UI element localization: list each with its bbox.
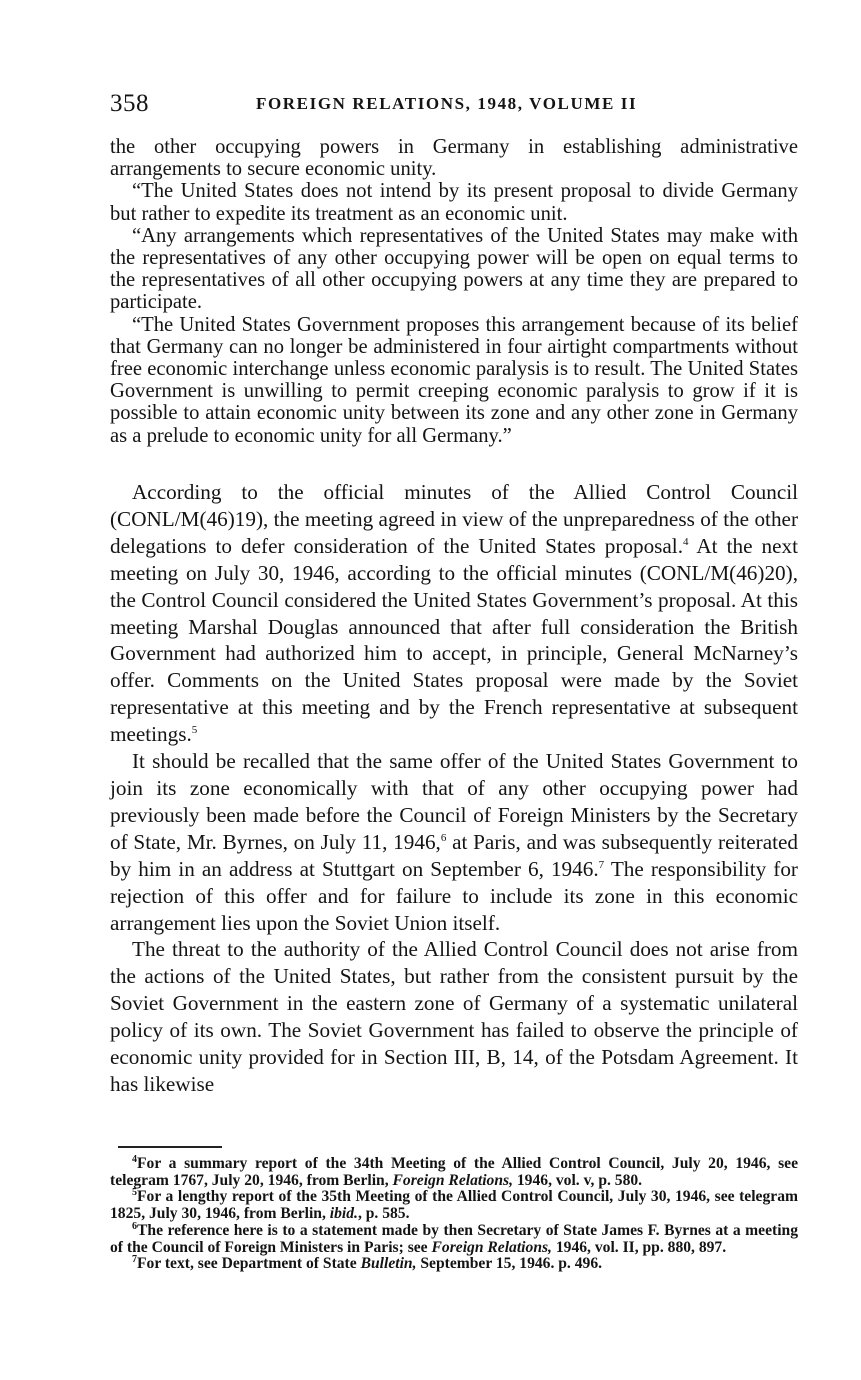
footnote-text: , p. 585. [357,1205,410,1223]
footnote-citation: Bulletin, [360,1255,417,1273]
footnote-text: 1946, vol. v, p. 580. [512,1171,643,1189]
body-text-run: It should be recalled that the same offer of the United States Government to join its zone economically with that of any other occupying power had previously been made before the Council of Foreign Ministers by the Secretary of State, Mr. Byrnes, on July 11, 1946, [110,749,798,854]
footnote [110,1153,798,1189]
footnote-citation: Foreign Relations, [392,1171,513,1189]
body-text-run: The responsibility for rejection of this offer and for failure to include its zone in this economic arrangement lies upon the Soviet Union itself. [110,856,798,935]
footnote-text: 1946, vol. II, pp. 880, 897. [551,1238,727,1256]
quote-paragraph: “The United States Government proposes this arrangement because of its belief that Germany can no longer be administered in four airtight compartments without free economic interchange unless economic paralysis is to result. The United States Government is unwilling to permit creeping economic paralysis to grow if it is possible to attain economic unity between its zone and any other zone in Germany as a prelude to economic unity for all Germany.” [110,313,798,447]
body-paragraph [110,479,798,748]
footnote-divider [118,1146,222,1148]
footnote-mark: 4 [132,1153,137,1165]
footnote-text: For a summary report of the 34th Meeting of the Allied Control Council, July 20, 1946, see telegram 1767, July 20, 1946, from Berlin, [110,1155,798,1189]
body-text-run: at Paris, and was subsequently reiterated by him in an address at Stuttgart on September 6, 1946. [110,829,799,881]
footnotes [110,1153,798,1273]
footnote [110,1256,798,1273]
quoted-proposal [110,136,798,447]
footnote-citation: ibid. [329,1205,358,1223]
footnote-text: For text, see Department of State [137,1255,361,1273]
footnote-mark: 5 [132,1187,137,1199]
page-number: 358 [110,90,149,117]
quote-paragraph: “The United States does not intend by its present proposal to divide Germany but rather to expedite its treatment as an economic unit. [110,180,798,225]
footnote-text: September 15, 1946. p. 496. [416,1255,603,1273]
footnote-text: The reference here is to a statement made by then Secretary of State James F. Byrnes at a meeting of the Council of Foreign Ministers in Paris; see [110,1221,798,1256]
footnote [110,1189,798,1222]
body-paragraph: The threat to the authority of the Allied Control Council does not arise from the actions of the United States, but rather from the consistent pursuit by the Soviet Government in the eastern zone of Germany of a systematic unilateral policy of its own. The Soviet Government has failed to observe the principle of economic unity provided for in Section III, B, 14, of the Potsdam Agreement. It has likewise [110,937,798,1096]
quote-paragraph: the other occupying powers in Germany in establishing administrative arrangements to secure economic unity. [110,136,798,181]
body-text-run: According to the official minutes of the Allied Control Council (CONL/M(46)19), the meeting agreed in view of the unpreparedness of the other delegations to defer consideration of the United States proposal. [110,480,798,558]
footnote-reference: 7 [598,858,605,871]
footnote-reference: 4 [683,535,689,548]
body-text-run: At the next meeting on July 30, 1946, according to the official minutes (CONL/M(46)20), the Control Council considered the United States Government’s proposal. At this meeting Marshal Douglas announced that after full consideration the British Government had authorized him to accept, in principle, General McNarney’s offer. Comments on the United States proposal were made by the Soviet representative at this meeting and by the French representative at subsequent meetings. [110,533,798,747]
quote-paragraph: “Any arrangements which representatives of the United States may make with the representatives of any other occupying power will be open on equal terms to the representatives of all other occupying powers at any time they are prepared to participate. [110,224,798,314]
footnote [110,1220,798,1256]
footnote-reference: 5 [191,724,198,737]
page-header [110,90,800,118]
footnote-mark: 7 [132,1254,137,1266]
footnote-reference: 6 [440,831,447,844]
running-title: FOREIGN RELATIONS, 1948, VOLUME II [256,94,638,113]
footnote-text: For a lengthy report of the 35th Meeting of the Allied Control Council, July 30, 1946, see telegram 1825, July 30, 1946, from Berlin, [110,1188,798,1223]
body-text [110,479,798,1098]
footnote-mark: 6 [132,1220,137,1232]
body-paragraph [110,748,798,936]
footnote-citation: Foreign Relations, [431,1238,552,1256]
